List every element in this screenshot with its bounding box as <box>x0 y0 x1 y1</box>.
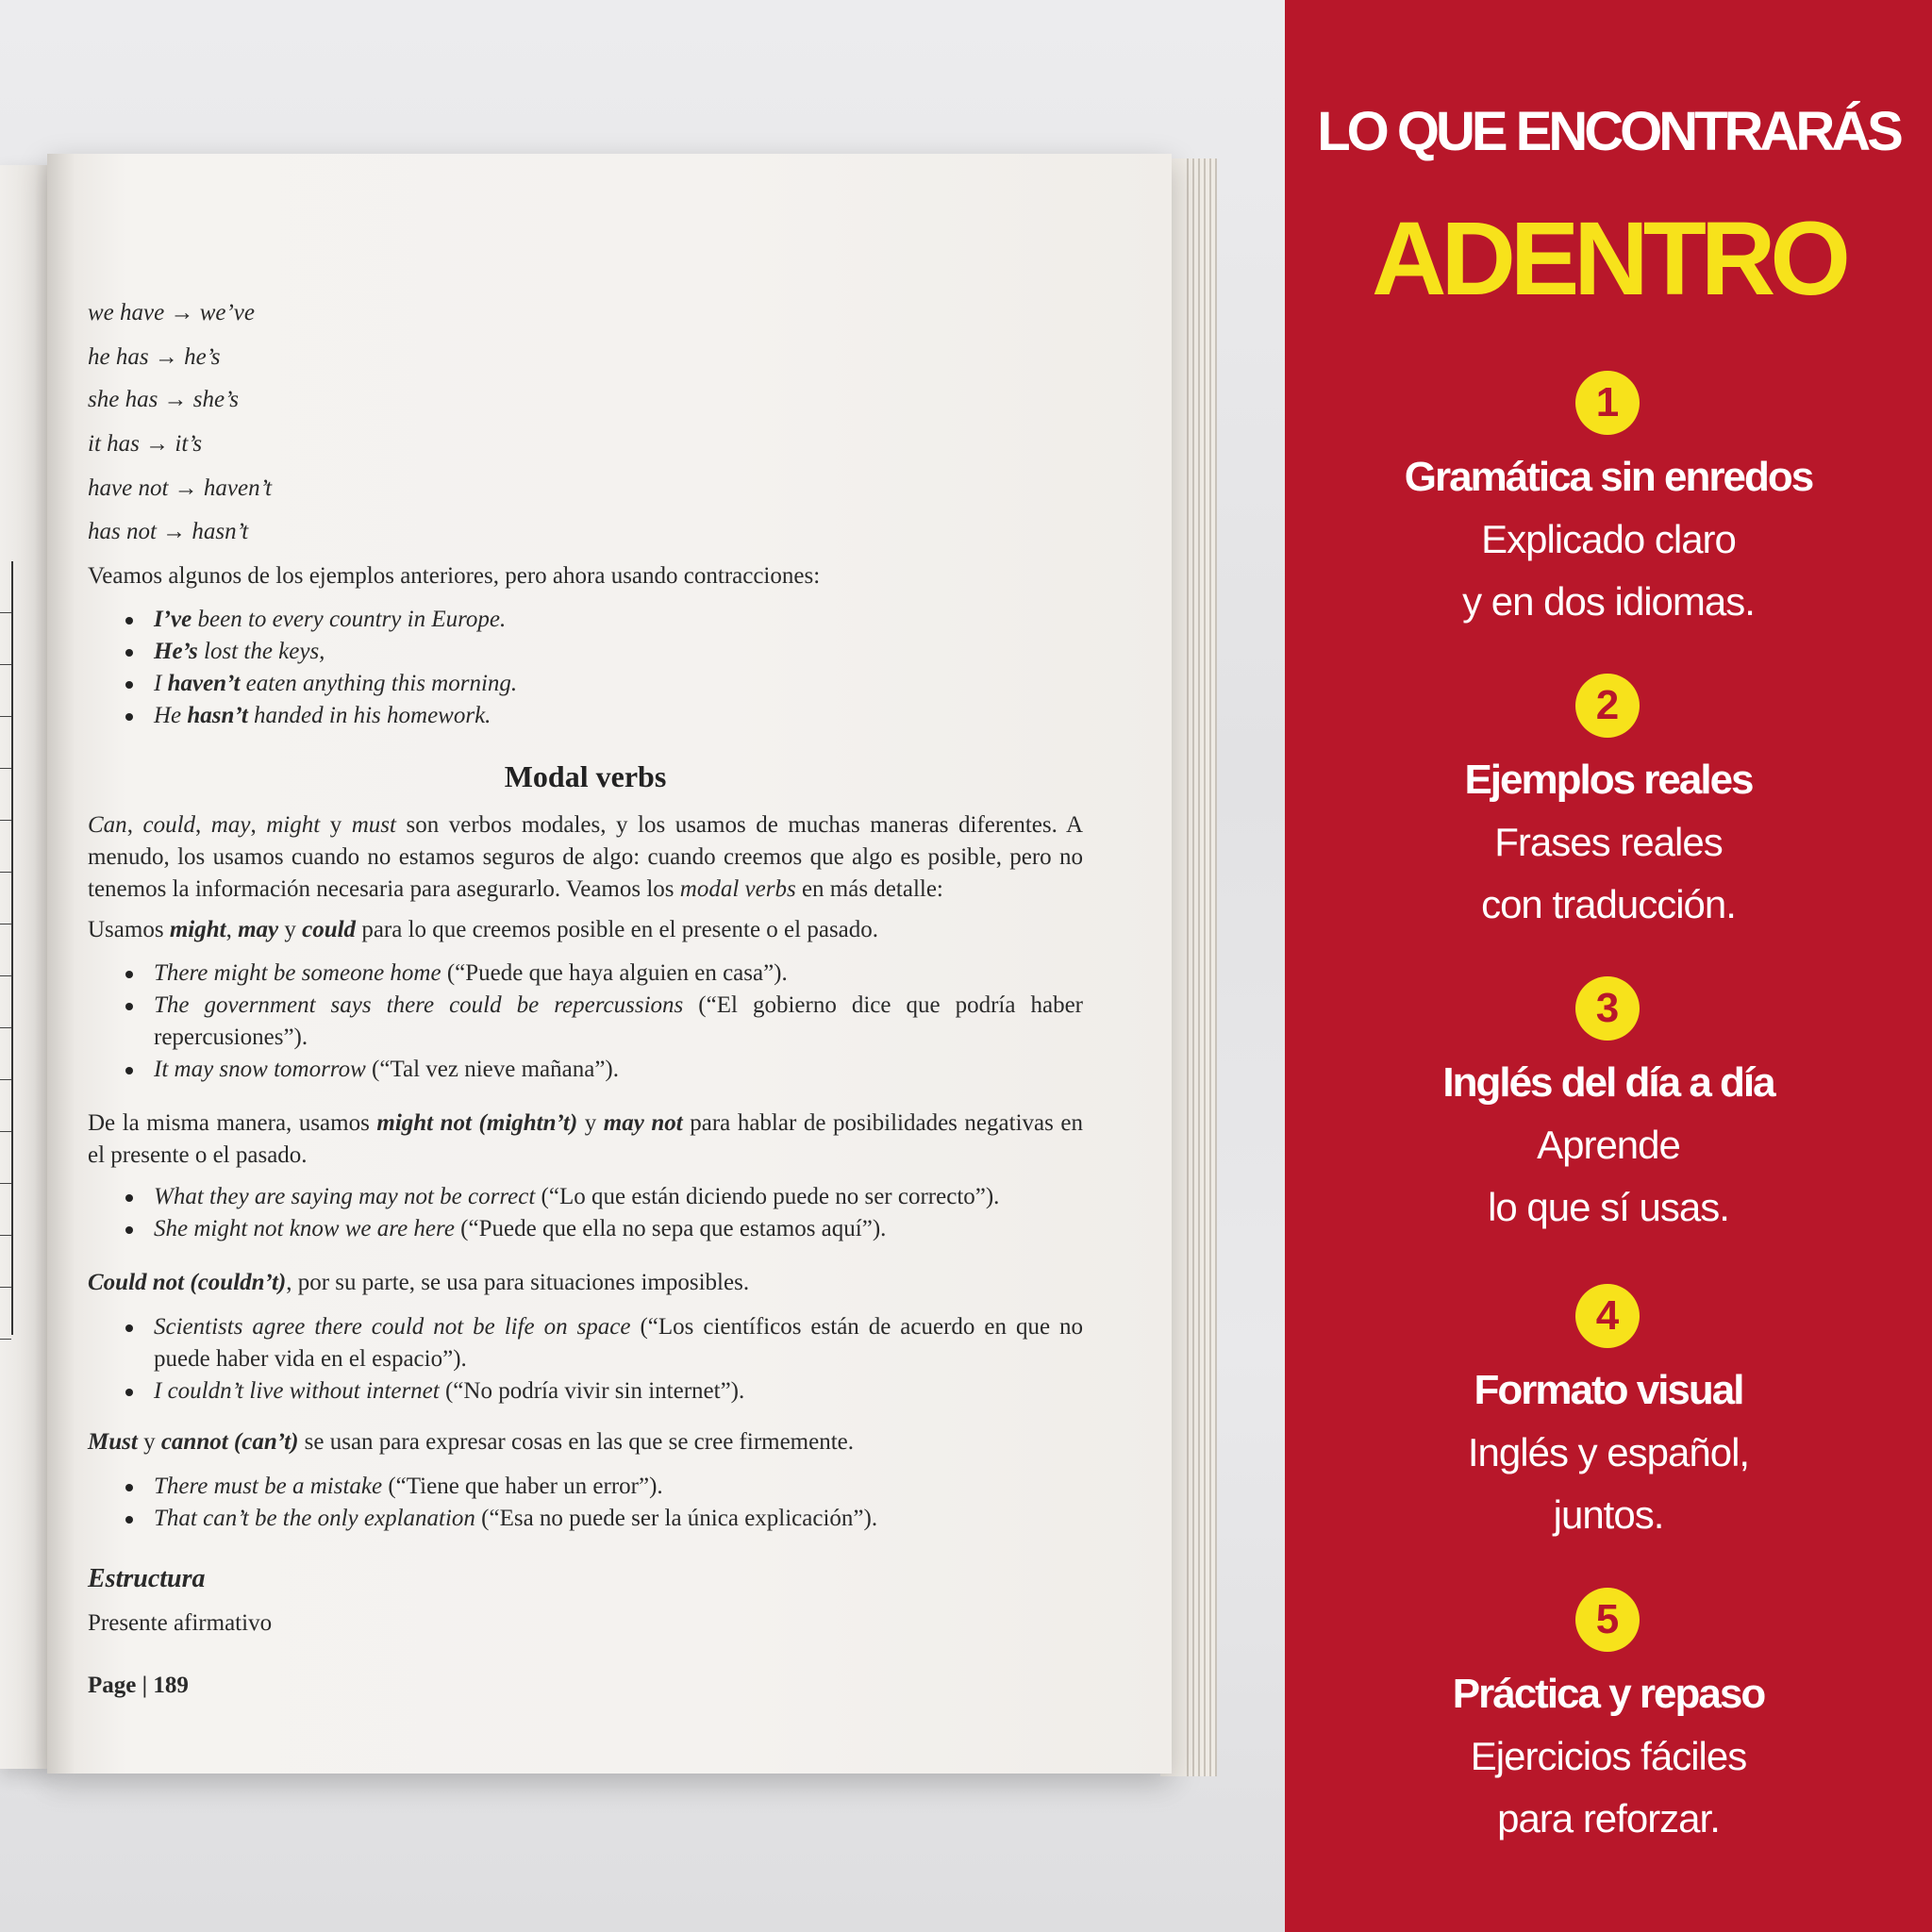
panel-title: LO QUE ENCONTRARÁS <box>1317 101 1900 162</box>
number-badge: 5 <box>1575 1588 1640 1652</box>
structure-subtext: Presente afirmativo <box>88 1610 273 1636</box>
feature-description: Frases reales con traducción. <box>1481 820 1736 926</box>
might-may-could-paragraph: Usamos might, may y could para lo que creemos posible en el presente o el pasado. <box>88 917 879 942</box>
feature-title: Gramática sin enredos <box>1404 454 1813 500</box>
list-item: Scientists agree there could not be life on space (“Los científicos están de acuerdo en que no puede haber vida en el espacio”). <box>88 1311 1083 1375</box>
list-item: That can’t be the only explanation (“Esa no puede ser la única explicación”). <box>88 1503 1083 1535</box>
feature-title: Inglés del día a día <box>1442 1059 1774 1106</box>
number-badge: 4 <box>1575 1284 1640 1348</box>
contraction-examples-list <box>88 604 1083 732</box>
contraction-line: he has → he’s <box>88 344 221 370</box>
list-item: The government says there could be repercussions (“El gobierno dice que podría haber repercusiones”). <box>88 990 1083 1054</box>
number-badge: 2 <box>1575 674 1640 738</box>
book-page <box>47 154 1172 1774</box>
list-item: I haven’t eaten anything this morning. <box>88 668 1083 700</box>
intro-paragraph: Veamos algunos de los ejemplos anteriores, pero ahora usando contracciones: <box>88 563 821 589</box>
must-cannot-paragraph: Must y cannot (can’t) se usan para expresar cosas en las que se cree firmemente. <box>88 1429 855 1455</box>
contraction-line: have not → haven’t <box>88 475 273 501</box>
feature-description: Explicado claro y en dos idiomas. <box>1462 517 1755 624</box>
feature-description: Ejercicios fáciles para reforzar. <box>1470 1734 1747 1840</box>
list-item: There might be someone home (“Puede que haya alguien en casa”). <box>88 958 1083 990</box>
possibility-examples-list <box>88 958 1083 1086</box>
contraction-line: she has → she’s <box>88 387 239 412</box>
list-item: He hasn’t handed in his homework. <box>88 700 1083 732</box>
list-item: He’s lost the keys, <box>88 636 1083 668</box>
impossible-examples-list <box>88 1311 1083 1407</box>
feature-title: Práctica y repaso <box>1452 1671 1765 1717</box>
list-item: What they are saying may not be correct (“Lo que están diciendo puede no ser correcto”). <box>88 1181 1083 1213</box>
could-not-paragraph: Could not (couldn’t), por su parte, se usa para situaciones imposibles. <box>88 1270 750 1295</box>
structure-subheading: Estructura <box>88 1564 206 1593</box>
list-item: I couldn’t live without internet (“No podría vivir sin internet”). <box>88 1375 1083 1407</box>
list-item: I’ve been to every country in Europe. <box>88 604 1083 636</box>
feature-description: Inglés y español, juntos. <box>1467 1430 1750 1537</box>
contraction-line: has not → hasn’t <box>88 519 249 544</box>
features-panel <box>1285 0 1932 1932</box>
modal-intro-paragraph: Can, could, may, might y must son verbos modales, y los usamos de muchas maneras diferentes. A menudo, los usamos cuando no estamos seguros de algo: cuando creemos que algo es posible, pero no tenemos la información necesaria para asegurarlo. Veamos los modal verbs en más detalle: <box>88 812 1084 902</box>
list-item: She might not know we are here (“Puede que ella no sepa que estamos aquí”). <box>88 1213 1083 1245</box>
list-item: It may snow tomorrow (“Tal vez nieve mañana”). <box>88 1054 1083 1086</box>
contraction-line: it has → it’s <box>88 431 203 457</box>
feature-title: Formato visual <box>1474 1367 1743 1413</box>
feature-title: Ejemplos reales <box>1464 757 1753 803</box>
certainty-examples-list <box>88 1471 1083 1535</box>
left-page-table <box>0 561 13 1335</box>
panel-title-highlight: ADENTRO <box>1372 201 1845 317</box>
number-badge: 1 <box>1575 371 1640 435</box>
number-badge: 3 <box>1575 976 1640 1041</box>
list-item: There must be a mistake (“Tiene que haber un error”). <box>88 1471 1083 1503</box>
feature-description: Aprende lo que sí usas. <box>1488 1123 1729 1229</box>
contraction-line: we have → we’ve <box>88 300 256 325</box>
page-number: Page | 189 <box>88 1673 189 1698</box>
negative-possibility-paragraph: De la misma manera, usamos might not (mightn’t) y may not para hablar de posibilidades negativas en el presente o el pasado. <box>88 1110 1083 1168</box>
section-heading: Modal verbs <box>504 759 667 793</box>
negative-examples-list <box>88 1181 1083 1245</box>
